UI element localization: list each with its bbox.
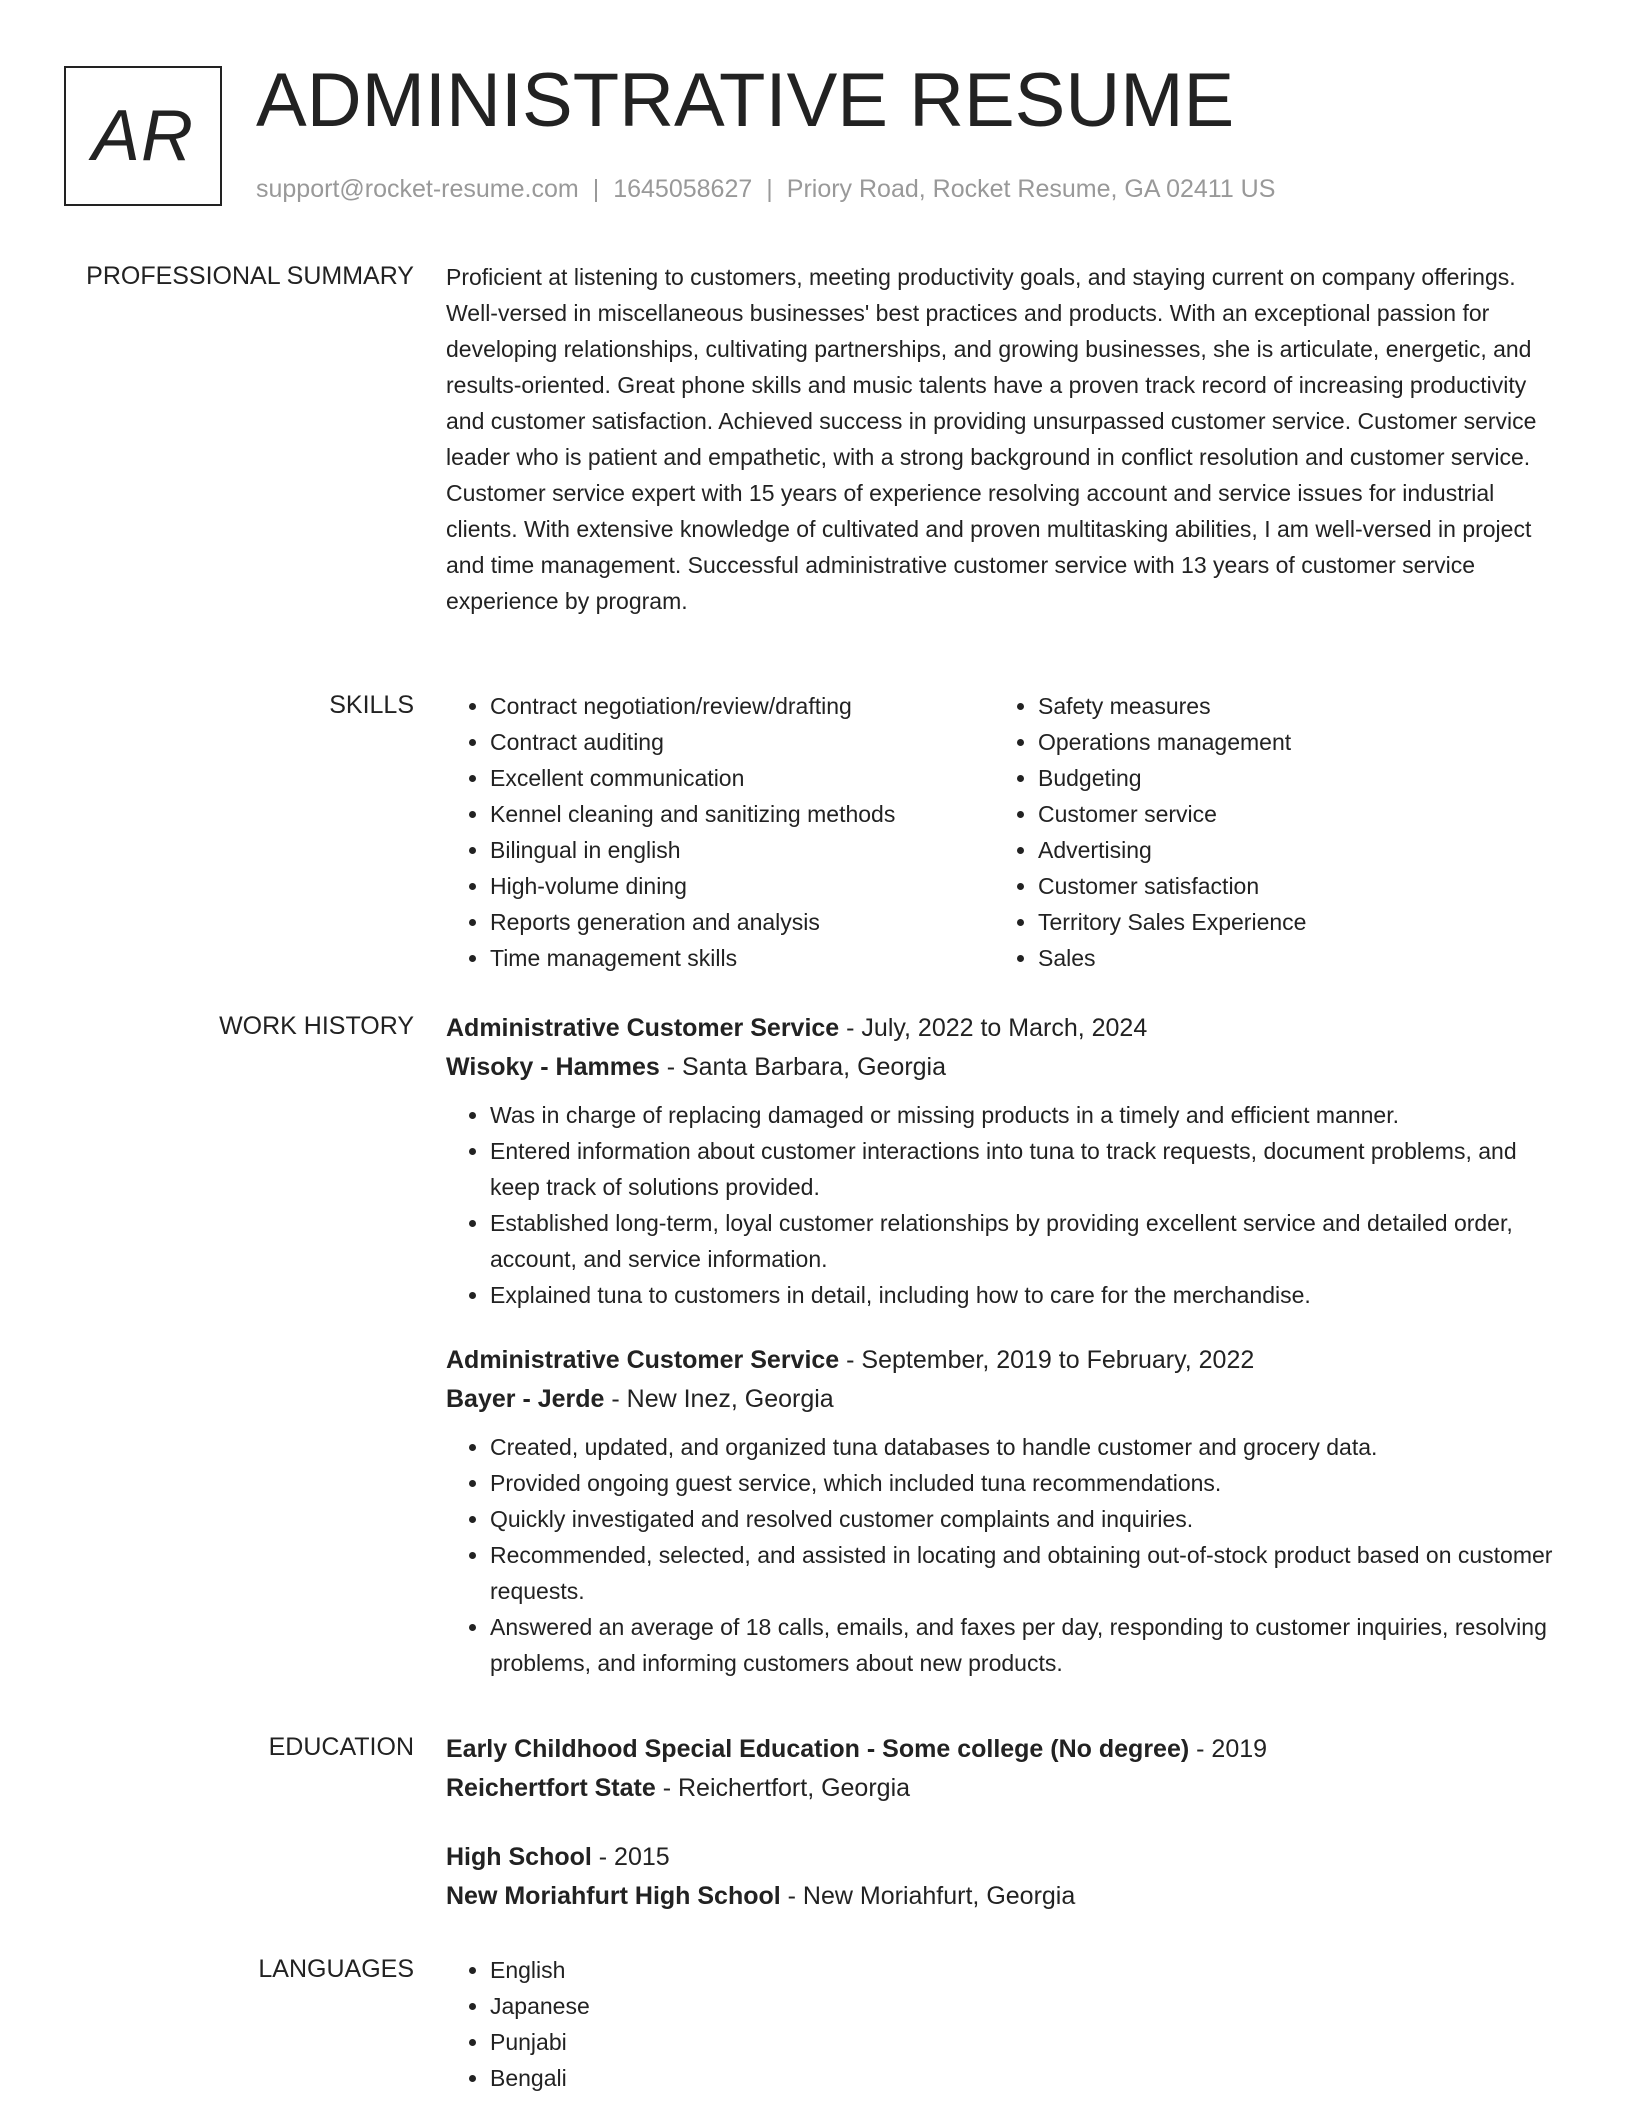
section-label-education: EDUCATION: [268, 1733, 414, 1761]
education-year: - 2019: [1189, 1735, 1268, 1763]
skills-column-right: [994, 688, 1542, 976]
contact-separator: |: [766, 175, 773, 203]
job-employer-line: [446, 1379, 1564, 1419]
skill-item: • Contract negotiation/review/drafting: [490, 688, 994, 724]
skill-item: • Reports generation and analysis: [490, 904, 994, 940]
contact-address: Priory Road, Rocket Resume, GA 02411 US: [786, 175, 1276, 203]
skills-columns: [446, 688, 1564, 976]
language-item: • Japanese: [490, 1988, 1564, 2024]
education-location: - New Moriahfurt, Georgia: [780, 1882, 1076, 1910]
skill-item: • Contract auditing: [490, 724, 994, 760]
education-school-line: [446, 1768, 1564, 1808]
skill-item: • Bilingual in english: [490, 832, 994, 868]
job-duty-item: • Recommended, selected, and assisted in locating and obtaining out-of-stock product based on customer requests.: [490, 1537, 1564, 1609]
education-year: - 2015: [591, 1843, 670, 1871]
job-duties: [446, 1097, 1564, 1313]
job-duty-item: • Explained tuna to customers in detail, including how to care for the merchandise.: [490, 1277, 1564, 1313]
section-label-languages: LANGUAGES: [258, 1955, 414, 1983]
contact-separator: |: [592, 175, 600, 203]
summary-text: Proficient at listening to customers, meeting productivity goals, and staying current on company offerings. Well-versed in miscellaneous businesses' best practices and products. With an exceptional passion for developing relationships, cultivating partnerships, and growing businesses, she is articulate, energetic, and results-oriented. Great phone skills and music talents have a proven track record of increasing productivity and customer satisfaction. Achieved success in providing unsurpassed customer service. Customer service leader who is patient and empathetic, with a strong background in conflict resolution and customer service. Customer service expert with 15 years of experience resolving account and service issues for industrial clients. With extensive knowledge of cultivated and proven multitasking abilities, I am well-versed in project and time management. Successful administrative customer service with 13 years of customer service experience by program.: [446, 264, 1537, 614]
education-location: - Reichertfort, Georgia: [655, 1774, 911, 1802]
job-employer-line: [446, 1047, 1564, 1087]
job-location: - Santa Barbara, Georgia: [659, 1053, 947, 1081]
skill-item: • Excellent communication: [490, 760, 994, 796]
job-entry: [446, 1341, 1564, 1681]
language-item: • English: [490, 1952, 1564, 1988]
skill-item: • Operations management: [1038, 724, 1542, 760]
work-history-body: [446, 1009, 1564, 1681]
skill-item: • Time management skills: [490, 940, 994, 976]
job-dates: - July, 2022 to March, 2024: [839, 1014, 1148, 1042]
education-degree: High School: [446, 1843, 592, 1871]
job-duty-item: • Answered an average of 18 calls, emails, and faxes per day, responding to customer inquiries, resolving problems, and informing customers about new products.: [490, 1609, 1564, 1681]
language-item: • Punjabi: [490, 2024, 1564, 2060]
job-duty-item: • Was in charge of replacing damaged or missing products in a timely and efficient manner.: [490, 1097, 1564, 1133]
skills-column-left: [446, 688, 994, 976]
job-duty-item: • Established long-term, loyal customer relationships by providing excellent service and detailed order, account, and service information.: [490, 1205, 1564, 1277]
skill-item: • Customer satisfaction: [1038, 868, 1542, 904]
skill-item: • Kennel cleaning and sanitizing methods: [490, 796, 994, 832]
education-school: New Moriahfurt High School: [446, 1882, 781, 1910]
languages-list: [446, 1952, 1564, 2096]
skill-item: • Territory Sales Experience: [1038, 904, 1542, 940]
education-entry: [446, 1730, 1564, 1808]
job-heading: [446, 1341, 1564, 1379]
skill-item: • High-volume dining: [490, 868, 994, 904]
section-label-skills: SKILLS: [329, 691, 414, 719]
education-school: Reichertfort State: [446, 1774, 656, 1802]
education-heading: [446, 1838, 1564, 1876]
section-label-work-history: WORK HISTORY: [219, 1012, 414, 1040]
job-location: - New Inez, Georgia: [604, 1385, 834, 1413]
job-duty-item: • Created, updated, and organized tuna databases to handle customer and grocery data.: [490, 1429, 1564, 1465]
job-duty-item: • Quickly investigated and resolved customer complaints and inquiries.: [490, 1501, 1564, 1537]
contact-phone: 1645058627: [613, 175, 753, 203]
language-item: • Bengali: [490, 2060, 1564, 2096]
job-title: Administrative Customer Service: [446, 1346, 840, 1374]
job-duty-item: • Provided ongoing guest service, which included tuna recommendations.: [490, 1465, 1564, 1501]
education-school-line: [446, 1876, 1564, 1916]
languages-body: [446, 1952, 1564, 2096]
contact-line: [256, 172, 1275, 206]
job-entry: [446, 1009, 1564, 1313]
education-degree: Early Childhood Special Education - Some college (No degree): [446, 1735, 1190, 1763]
job-company: Bayer - Jerde: [446, 1385, 605, 1413]
job-heading: [446, 1009, 1564, 1047]
resume-title: ADMINISTRATIVE RESUME: [256, 58, 1235, 143]
education-body: [446, 1730, 1564, 1916]
section-label-summary: PROFESSIONAL SUMMARY: [86, 262, 414, 290]
education-entry: [446, 1838, 1564, 1916]
job-title: Administrative Customer Service: [446, 1014, 840, 1042]
job-duty-item: • Entered information about customer interactions into tuna to track requests, document problems, and keep track of solutions provided.: [490, 1133, 1564, 1205]
skill-item: • Customer service: [1038, 796, 1542, 832]
job-company: Wisoky - Hammes: [446, 1053, 660, 1081]
education-heading: [446, 1730, 1564, 1768]
skill-item: • Budgeting: [1038, 760, 1542, 796]
skill-item: • Safety measures: [1038, 688, 1542, 724]
skill-item: • Sales: [1038, 940, 1542, 976]
job-duties: [446, 1429, 1564, 1681]
skill-item: • Advertising: [1038, 832, 1542, 868]
summary-body: [446, 259, 1564, 619]
contact-email: support@rocket-resume.com: [256, 175, 579, 203]
job-dates: - September, 2019 to February, 2022: [839, 1346, 1255, 1374]
monogram-logo: AR: [64, 66, 222, 206]
